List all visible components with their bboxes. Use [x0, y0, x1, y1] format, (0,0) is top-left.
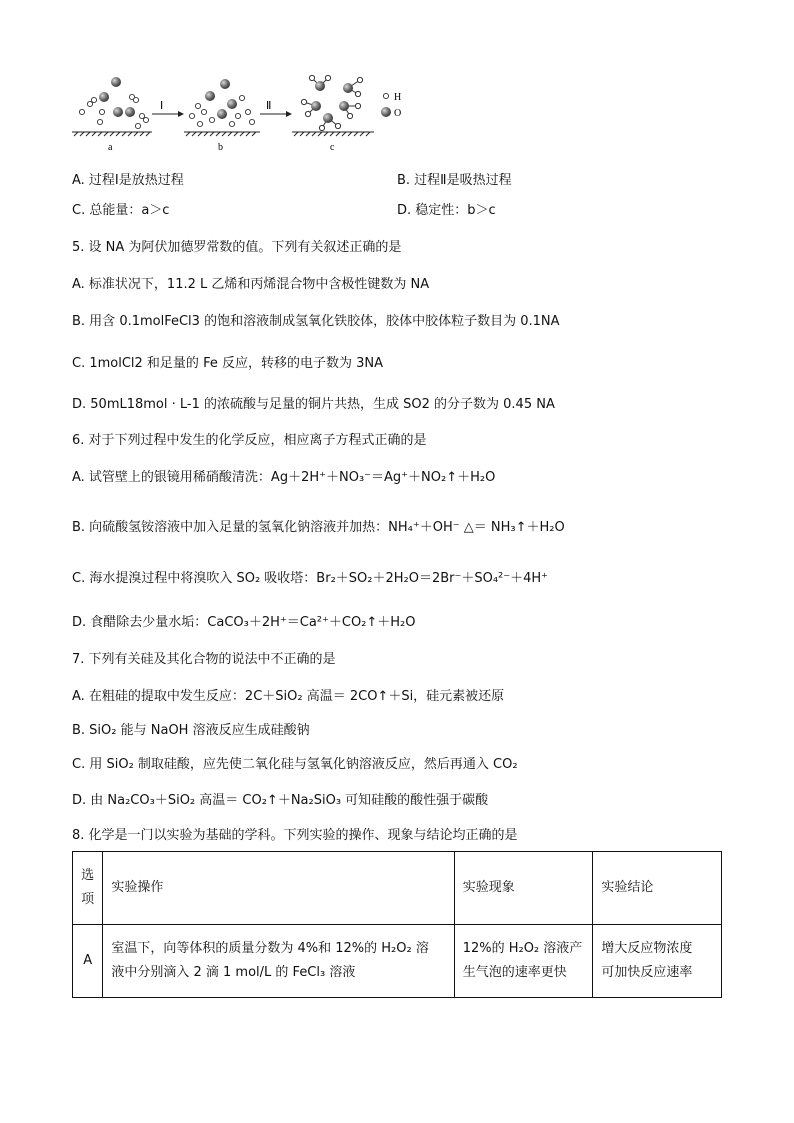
header-conclusion: 实验结论 — [593, 852, 722, 925]
q5-option-b: B. 用含 0.1molFeCl3 的饱和溶液制成氢氧化铁胶体，胶体中胶体粒子数目为 0.1NA — [72, 314, 560, 329]
stage-label-c: c — [330, 142, 335, 153]
q6-option-a: A. 试管壁上的银镜用稀硝酸清洗：Ag＋2H⁺＋NO₃⁻＝Ag⁺＋NO₂↑＋H₂O — [72, 470, 496, 485]
q4-option-c: C. 总能量：a＞c — [72, 203, 170, 218]
arrow-label-ii: Ⅱ — [266, 100, 272, 112]
q7-stem: 7. 下列有关硅及其化合物的说法中不正确的是 — [72, 652, 336, 667]
legend-h-icon — [383, 93, 388, 98]
q6-stem: 6. 对于下列过程中发生的化学反应，相应离子方程式正确的是 — [72, 433, 427, 448]
figure-legend — [381, 92, 401, 119]
experiment-table — [72, 851, 722, 998]
stage-b-molecules — [189, 79, 254, 127]
stage-a-molecules — [79, 77, 148, 129]
header-operation: 实验操作 — [103, 852, 454, 925]
q5-option-a: A. 标准状况下，11.2 L 乙烯和丙烯混合物中含极性键数为 NA — [72, 277, 430, 292]
q8-stem: 8. 化学是一门以实验为基础的学科。下列实验的操作、现象与结论均正确的是 — [72, 828, 518, 843]
q4-option-a: A. 过程Ⅰ是放热过程 — [72, 173, 184, 188]
table-row — [73, 925, 722, 998]
q7-option-b: B. SiO₂ 能与 NaOH 溶液反应生成硅酸钠 — [72, 723, 310, 738]
arrow-i — [152, 100, 184, 117]
header-phenomenon: 实验现象 — [454, 852, 593, 925]
legend-o-icon — [381, 107, 391, 117]
stage-c-molecules — [301, 75, 362, 130]
reaction-process-figure — [72, 72, 432, 156]
q6-option-d: D. 食醋除去少量水垢：CaCO₃＋2H⁺＝Ca²⁺＋CO₂↑＋H₂O — [72, 615, 416, 630]
q6-option-c: C. 海水提溴过程中将溴吹入 SO₂ 吸收塔：Br₂＋SO₂＋2H₂O＝2Br⁻＋SO₄²⁻＋4H⁺ — [72, 571, 549, 586]
header-option: 选 项 — [73, 852, 103, 925]
arrow-label-i: Ⅰ — [160, 100, 164, 112]
legend-h-label: H — [394, 92, 402, 103]
q7-option-c: C. 用 SiO₂ 制取硅酸，应先使二氧化硅与氢氧化钠溶液反应，然后再通入 CO₂ — [72, 757, 518, 772]
stage-label-a: a — [108, 142, 113, 153]
q7-option-d: D. 由 Na₂CO₃＋SiO₂ 高温＝ CO₂↑＋Na₂SiO₃ 可知硅酸的酸性强于碳酸 — [72, 793, 489, 808]
surface-c — [292, 132, 374, 136]
cell-option: A — [73, 925, 103, 998]
q4-option-d: D. 稳定性：b＞c — [397, 203, 496, 218]
surface-b — [184, 132, 260, 136]
arrow-ii — [260, 100, 292, 117]
cell-conclusion: 增大反应物浓度 可加快反应速率 — [593, 925, 722, 998]
cell-phenomenon: 12%的 H₂O₂ 溶液产 生气泡的速率更快 — [454, 925, 593, 998]
surface-a — [72, 132, 152, 136]
cell-operation: 室温下，向等体积的质量分数为 4%和 12%的 H₂O₂ 溶 液中分别滴入 2 滴 1 mol/L 的 FeCl₃ 溶液 — [103, 925, 454, 998]
q7-option-a: A. 在粗硅的提取中发生反应：2C＋SiO₂ 高温＝ 2CO↑＋Si，硅元素被还原 — [72, 689, 505, 704]
stage-label-b: b — [218, 142, 223, 153]
q5-option-c: C. 1molCl2 和足量的 Fe 反应，转移的电子数为 3NA — [72, 356, 383, 371]
q5-stem: 5. 设 NA 为阿伏加德罗常数的值。下列有关叙述正确的是 — [72, 240, 402, 255]
q5-option-d: D. 50mL18mol · L-1 的浓硫酸与足量的铜片共热，生成 SO2 的分子数为 0.45 NA — [72, 397, 555, 412]
q6-option-b: B. 向硫酸氢铵溶液中加入足量的氢氧化钠溶液并加热：NH₄⁺＋OH⁻ △＝ NH₃↑＋H₂O — [72, 520, 565, 535]
legend-o-label: O — [394, 108, 402, 119]
q4-option-b: B. 过程Ⅱ是吸热过程 — [397, 173, 512, 188]
table-header-row — [73, 852, 722, 925]
